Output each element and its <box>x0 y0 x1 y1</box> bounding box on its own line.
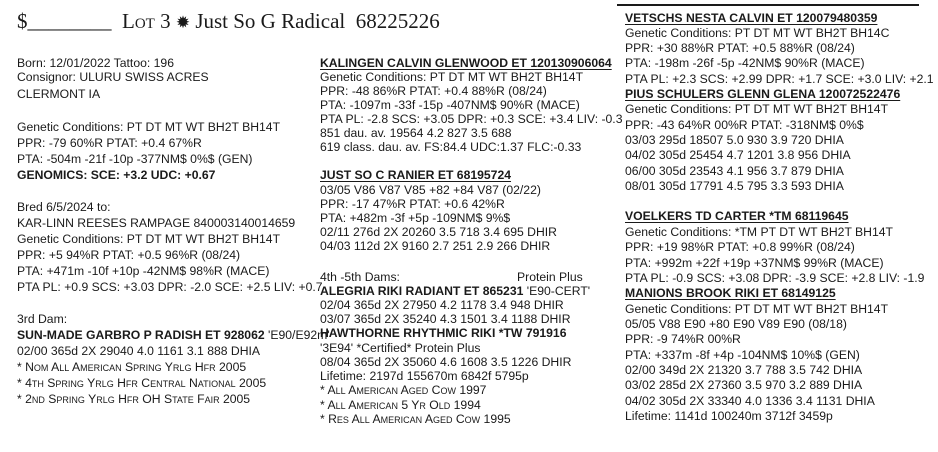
fourth-dam-record-1: 02/04 365d 2X 27950 4.2 1178 3.4 948 DHIR <box>320 298 564 312</box>
third-dam-score: 'E90/E92m' <box>268 328 330 342</box>
third-dam-award-2: * 4th Spring Yrlg Hfr Central National 2005 <box>17 376 267 390</box>
star-icon: ✹ <box>175 13 191 32</box>
sire-class-daughters: 619 class. dau. av. FS:84.4 UDC:1.37 FLC:-0.33 <box>320 140 582 154</box>
sire-pta-pl: PTA PL: +0.9 SCS: +3.03 DPR: -2.0 SCE: +2.5 LIV: +0.7 <box>17 280 323 294</box>
pgd-gen-cond: Genetic Conditions: PT DT MT WT BH2T BH14T <box>625 102 889 116</box>
sire-pta-2: PTA: -1097m -33f -15p -407NM$ 90%R (MACE) <box>320 98 580 112</box>
fifth-dam-award-3: * Res All American Aged Cow 1995 <box>320 412 511 426</box>
pgs-ppr: PPR: +30 88%R PTAT: +0.5 88%R (08/24) <box>625 41 855 55</box>
sire-ppr: PPR: +5 94%R PTAT: +0.5 96%R (08/24) <box>17 248 241 262</box>
protein-plus-label: Protein Plus <box>517 270 583 284</box>
lot-title <box>17 8 440 36</box>
dam-name: JUST SO C RANIER ET 68195724 <box>320 168 512 182</box>
mgs-name: VOELKERS TD CARTER *TM 68119645 <box>625 209 849 223</box>
pgd-name: PIUS SCHULERS GLENN GLENA 120072522476 <box>625 87 901 101</box>
fifth-dam-score: '3E94' *Certified* Protein Plus <box>320 341 481 355</box>
pgd-record-2: 04/02 305d 25454 4.7 1201 3.8 956 DHIA <box>625 148 851 162</box>
fourth-dam-row <box>320 284 590 298</box>
animal-reg: 68225226 <box>355 9 440 33</box>
mgs-pta-pl: PTA PL: -0.9 SCS: +3.08 DPR: -3.9 SCE: +2.8 LIV: -1.9 <box>625 271 925 285</box>
sire-daughters: 851 dau. av. 19564 4.2 827 3.5 688 <box>320 126 512 140</box>
dam-classification: 03/05 V86 V87 V85 +82 +84 V87 (02/22) <box>320 183 541 197</box>
pgd-record-3: 06/00 305d 23543 4.1 956 3.7 879 DHIA <box>625 164 844 178</box>
third-dam-award-3: * 2nd Spring Yrlg Hfr OH State Fair 2005 <box>17 392 251 406</box>
mgd-record-3: 04/02 305d 2X 33340 4.0 1336 3.4 1131 DHIA <box>625 394 875 408</box>
mgs-gen-cond: Genetic Conditions: *TM PT DT WT BH2T BH14T <box>625 225 893 239</box>
fifth-dam-award-1: * All American Aged Cow 1997 <box>320 383 487 397</box>
dam-record-1: 02/11 276d 2X 20260 3.5 718 3.4 695 DHIR <box>320 225 557 239</box>
fifth-dam-name: HAWTHORNE RHYTHMIC RIKI *TW 791916 <box>320 326 567 340</box>
mgs-ppr: PPR: +19 98%R PTAT: +0.8 99%R (08/24) <box>625 240 855 254</box>
pta-line: PTA: -504m -21f -10p -377NM$ 0%$ (GEN) <box>17 152 253 166</box>
genomics-line: GENOMICS: SCE: +3.2 UDC: +0.67 <box>17 168 216 182</box>
fifth-dam-record: 08/04 365d 2X 35060 4.6 1608 3.5 1226 DHIR <box>320 355 572 369</box>
pgd-ppr: PPR: -43 64%R 00%R PTAT: -318NM$ 0%$ <box>625 118 864 132</box>
fifth-dam-lifetime: Lifetime: 2197d 155670m 6842f 5795p <box>320 369 529 383</box>
mgd-ppr: PPR: -9 74%R 00%R <box>625 332 741 346</box>
sire-pta: PTA: +471m -10f +10p -42NM$ 98%R (MACE) <box>17 264 270 278</box>
genetic-conditions: Genetic Conditions: PT DT MT WT BH2T BH14T <box>17 120 281 134</box>
third-dam-award-1: * Nom All American Spring Yrlg Hfr 2005 <box>17 360 247 374</box>
mgs-pta: PTA: +992m +22f +19p +37NM$ 99%R (MACE) <box>625 256 884 270</box>
mgd-name: MANIONS BROOK RIKI ET 68149125 <box>625 286 836 300</box>
fourth-fifth-dams-label: 4th -5th Dams: <box>320 270 400 284</box>
mgd-lifetime: Lifetime: 1141d 100240m 3712f 3459p <box>625 409 833 423</box>
third-dam-record: 02/00 365d 2X 29040 4.0 1161 3.1 888 DHIA <box>17 344 261 358</box>
ppr-line: PPR: -79 60%R PTAT: +0.4 67%R <box>17 136 202 150</box>
third-dam-name-row <box>17 328 330 342</box>
third-dam-name: SUN-MADE GARBRO P RADISH ET 928062 <box>17 328 265 342</box>
sire-ppr-2: PPR: -48 86%R PTAT: +0.4 88%R (08/24) <box>320 84 547 98</box>
fifth-dam-award-2: * All American 5 Yr Old 1994 <box>320 398 481 412</box>
pgd-record-4: 08/01 305d 17791 4.5 795 3.3 593 DHIA <box>625 179 844 193</box>
mgd-classification: 05/05 V88 E90 +80 E90 V89 E90 (08/18) <box>625 317 847 331</box>
sire-genetic-conditions: Genetic Conditions: PT DT MT WT BH2T BH14T <box>17 232 281 246</box>
fourth-dam-record-2: 03/07 365d 2X 35240 4.3 1501 3.4 1188 DHIR <box>320 312 571 326</box>
pgs-pta-pl: PTA PL: +2.3 SCS: +2.99 DPR: +1.7 SCE: +3.0 LIV: +2.1 <box>625 72 934 86</box>
pgs-gen-cond: Genetic Conditions: PT DT MT WT BH2T BH14C <box>625 26 890 40</box>
consignor-location: CLERMONT IA <box>17 87 101 101</box>
sire-gen-cond: Genetic Conditions: PT DT MT WT BH2T BH14T <box>320 70 584 84</box>
mgd-pta: PTA: +337m -8f +4p -104NM$ 10%$ (GEN) <box>625 348 860 362</box>
bred-line: Bred 6/5/2024 to: <box>17 200 111 214</box>
sire-name: KALINGEN CALVIN GLENWOOD ET 120130906064 <box>320 56 612 70</box>
consignor-line: Consignor: ULURU SWISS ACRES <box>17 70 209 84</box>
dam-pta: PTA: +482m -3f +5p -109NM$ 9%$ <box>320 211 511 225</box>
mgd-gen-cond: Genetic Conditions: PT DT MT WT BH2T BH14T <box>625 302 889 316</box>
pgs-pta: PTA: -198m -26f -5p -42NM$ 90%R (MACE) <box>625 56 865 70</box>
third-dam-label: 3rd Dam: <box>17 312 68 326</box>
pgs-name: VETSCHS NESTA CALVIN ET 120079480359 <box>625 11 878 25</box>
animal-name: Just So G Radical <box>195 9 346 33</box>
top-rule <box>617 4 919 6</box>
service-sire: KAR-LINN REESES RAMPAGE 840003140014659 <box>17 216 296 230</box>
sire-pta-pl-2: PTA PL: -2.8 SCS: +3.05 DPR: +0.3 SCE: +3.4 LIV: -0.3 <box>320 112 623 126</box>
born-line: Born: 12/01/2022 Tattoo: 196 <box>17 56 174 70</box>
fourth-dam-score: 'E90-CERT' <box>526 284 591 298</box>
pgd-record-1: 03/03 295d 18507 5.0 930 3.9 720 DHIA <box>625 133 844 147</box>
fourth-dam-name: ALEGRIA RIKI RADIANT ET 865231 <box>320 284 524 298</box>
price-dollar: $ <box>17 9 28 33</box>
dam-ppr: PPR: -17 47%R PTAT: +0.6 42%R <box>320 197 505 211</box>
mgd-record-1: 02/00 349d 2X 21320 3.7 788 3.5 742 DHIA <box>625 363 863 377</box>
price-blank: ________ <box>27 9 112 33</box>
lot-number: Lot 3 <box>122 9 171 33</box>
mgd-record-2: 03/02 285d 2X 27360 3.5 970 3.2 889 DHIA <box>625 378 863 392</box>
dam-record-2: 04/03 112d 2X 9160 2.7 251 2.9 266 DHIR <box>320 239 551 253</box>
